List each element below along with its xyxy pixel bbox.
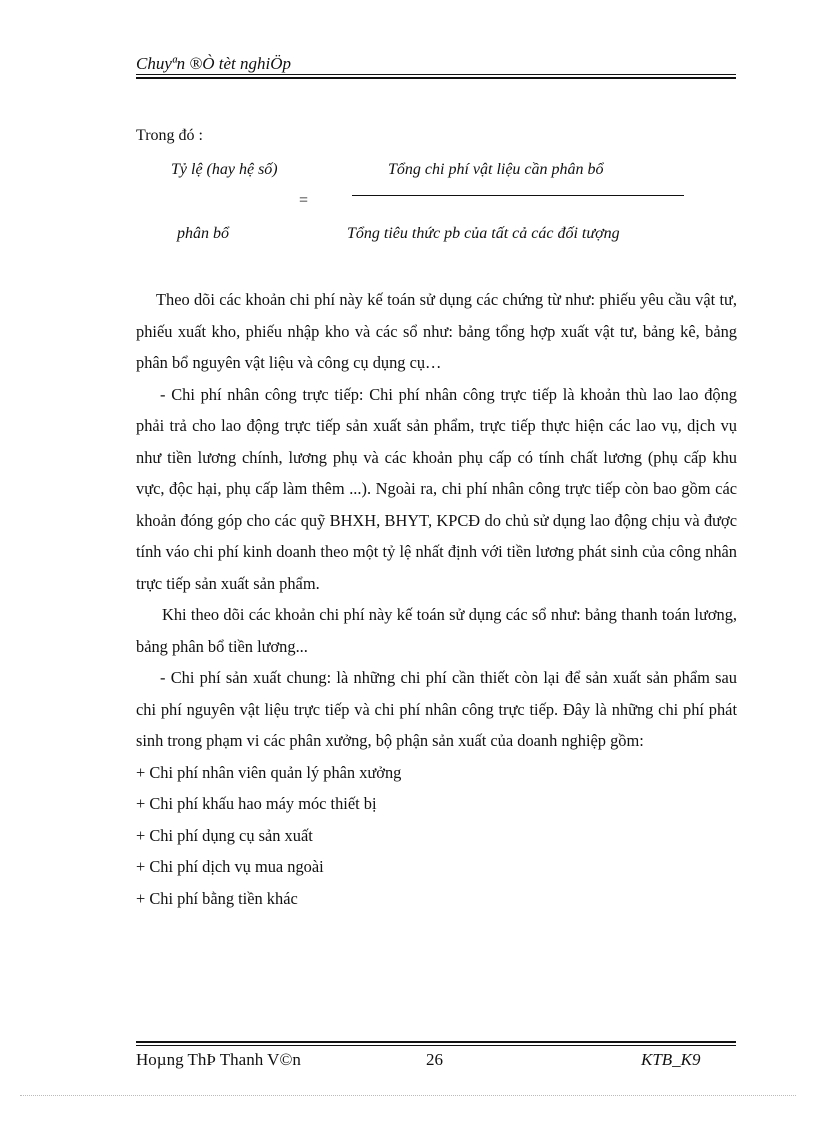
- paragraph-overhead: - Chi phí sản xuất chung: là những chi phí cần thiết còn lại để sản xuất sản phẩm sau chi phí nguyên vật liệu trực tiếp và chi phí nhân công trực tiếp. Đây là những chi phí phát sinh trong phạm vi các phân xưởng, bộ phận sản xuất của doanh nghiệp gồm:: [136, 668, 737, 750]
- header-rule-thick: [136, 77, 736, 79]
- header-rule-thin: [136, 74, 736, 75]
- list-item: + Chi phí dịch vụ mua ngoài: [136, 857, 324, 876]
- list-item: + Chi phí nhân viên quản lý phân xưởng: [136, 762, 402, 782]
- footer-rule-thick: [136, 1041, 736, 1043]
- footer-author: Hoµng ThÞ Thanh V©n: [136, 1050, 301, 1069]
- paragraph-materials-docs: Theo dõi các khoản chi phí này kế toán sử dụng các chứng từ như: phiếu yêu cầu vật tư, phiếu xuất kho, phiếu nhập kho và các sổ như: bảng tổng hợp xuất vật tư, bảng kê, bảng phân bổ nguyên vật liệu và công cụ dụng cụ…: [136, 290, 737, 372]
- formula-denominator: Tổng tiêu thức pb của tất cả các đối tượng: [347, 225, 620, 242]
- header-title: Chuyªn ®Ò tèt nghiÖp: [136, 54, 292, 73]
- list-item: + Chi phí khấu hao máy móc thiết bị: [136, 794, 377, 813]
- footer-class-code: KTB_K9: [641, 1050, 701, 1069]
- formula-equals: =: [299, 192, 309, 209]
- paragraph-direct-labor: - Chi phí nhân công trực tiếp: Chi phí nhân công trực tiếp là khoản thù lao lao động phải trả cho lao động trực tiếp sản xuất sản phẩm, trực tiếp thực hiện các lao vụ, dịch vụ như tiền lương chính, lương phụ và các khoản phụ cấp có tính chất lương (phụ cấp khu vực, độc hại, phụ cấp làm thêm ...). Ngoài ra, chi phí nhân công trực tiếp còn bao gồm các khoản đóng góp cho các quỹ BHXH, BHYT, KPCĐ do chủ sử dụng lao động chịu và được tính váo chi phí kinh doanh theo một tỷ lệ nhất định với tiền lương phát sinh của công nhân trực tiếp sản xuất sản phẩm.: [136, 384, 737, 593]
- formula-numerator: Tổng chi phí vật liệu cần phân bổ: [388, 161, 604, 178]
- paragraph-labor-docs: Khi theo dõi các khoản chi phí này kế toán sử dụng các sổ như: bảng thanh toán lương, bảng phân bổ tiền lương...: [136, 605, 737, 656]
- page-edge-divider: [20, 1095, 796, 1096]
- fraction-line: [352, 195, 684, 196]
- formula-left-bottom: phân bổ: [177, 225, 229, 242]
- body-text: [136, 284, 737, 914]
- list-item: + Chi phí bằng tiền khác: [136, 888, 298, 908]
- list-item: + Chi phí dụng cụ sản xuất: [136, 825, 313, 845]
- formula-left-top: Tỷ lệ (hay hệ số): [171, 161, 278, 178]
- footer-page-number: 26: [426, 1050, 443, 1069]
- footer-rule-thin: [136, 1045, 736, 1046]
- formula-intro: Trong đó :: [136, 127, 203, 144]
